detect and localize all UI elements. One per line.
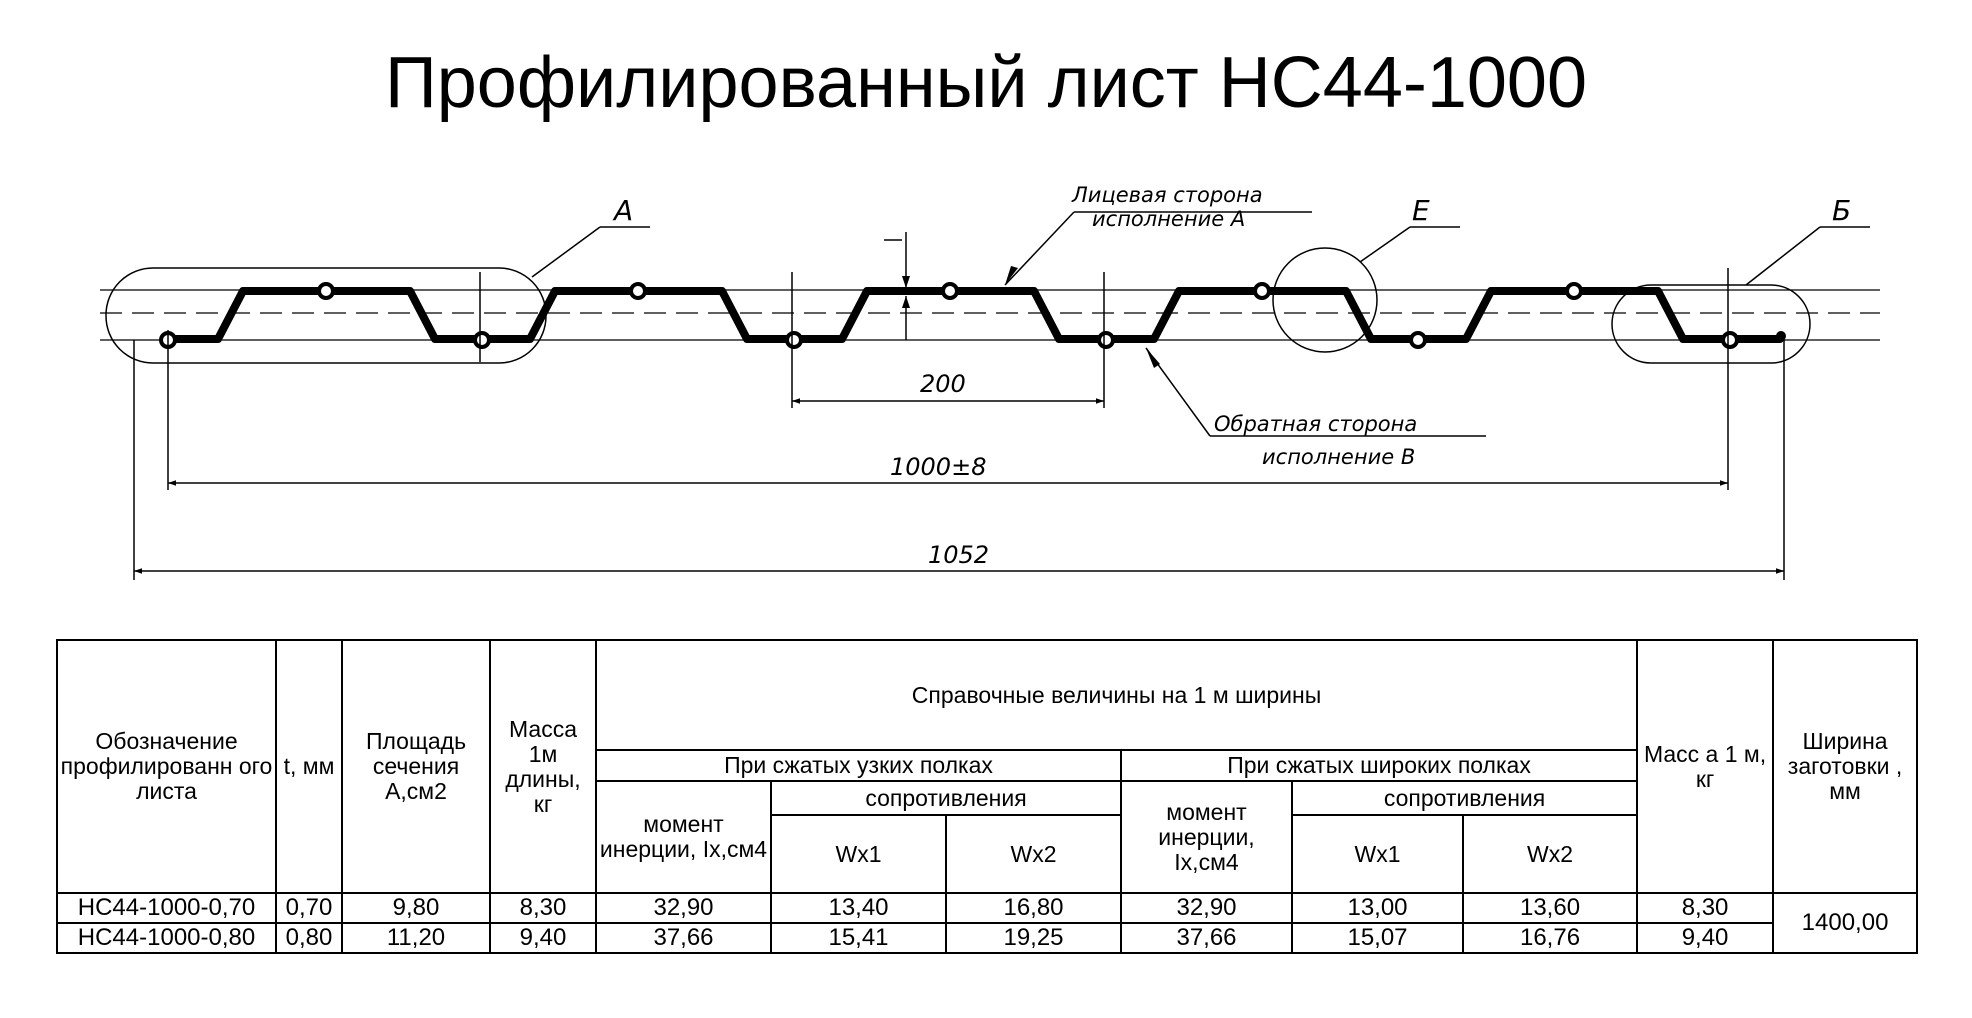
callout-b: Б [1832, 194, 1852, 227]
header-reference: Справочные величины на 1 м ширины [596, 640, 1637, 750]
header-wide-moment: момент инерции, Ix,см4 [1121, 781, 1292, 893]
page-title: Профилированный лист НС44-1000 [384, 43, 1588, 123]
back-side-label-1: Обратная сторона [1214, 412, 1418, 436]
dim-working-width: 1000±8 [890, 453, 987, 481]
face-side-arrow [1005, 266, 1018, 285]
header-blank-width: Ширина заготовки , мм [1773, 640, 1917, 893]
cell-thickness: 0,80 [276, 923, 342, 953]
spec-table [56, 639, 1918, 954]
cell-mass: 8,30 [490, 893, 596, 923]
cell-mass-m2: 9,40 [1637, 923, 1773, 953]
header-mass-length: Масса 1м длины, кг [490, 640, 596, 893]
cell-narrow-wx2: 16,80 [946, 893, 1121, 923]
header-area: Площадь сечения А,см2 [342, 640, 490, 893]
back-side-arrow [1146, 348, 1160, 368]
leaders [532, 212, 1870, 436]
cell-area: 9,80 [342, 893, 490, 923]
header-narrow-moment: момент инерции, Ix,см4 [596, 781, 771, 893]
cell-wide-ix: 37,66 [1121, 923, 1292, 953]
callout-e: Е [1412, 194, 1430, 227]
header-designation: Обозначение профилированн ого листа [57, 640, 276, 893]
cell-narrow-ix: 37,66 [596, 923, 771, 953]
cell-narrow-wx1: 15,41 [771, 923, 946, 953]
callout-a: А [614, 194, 634, 227]
header-narrow: При сжатых узких полках [596, 750, 1121, 781]
cell-mass-m2: 8,30 [1637, 893, 1773, 923]
cell-wide-wx2: 13,60 [1463, 893, 1637, 923]
cell-narrow-ix: 32,90 [596, 893, 771, 923]
header-wide-wx1: Wx1 [1292, 815, 1463, 893]
cell-area: 11,20 [342, 923, 490, 953]
profile-line [168, 291, 1780, 339]
cell-narrow-wx1: 13,40 [771, 893, 946, 923]
header-mass-m2: Масс а 1 м, кг [1637, 640, 1773, 893]
face-side-label-1: Лицевая сторона [1072, 183, 1263, 207]
cell-blank-width: 1400,00 [1773, 893, 1917, 953]
face-side-label-2: исполнение А [1092, 207, 1246, 231]
cell-wide-ix: 32,90 [1121, 893, 1292, 923]
header-wide-wx2: Wx2 [1463, 815, 1637, 893]
header-wide: При сжатых широких полках [1121, 750, 1637, 781]
header-wide-resistance: сопротивления [1292, 781, 1637, 815]
cell-wide-wx1: 15,07 [1292, 923, 1463, 953]
header-narrow-resistance: сопротивления [771, 781, 1121, 815]
sheet-end [1776, 331, 1786, 341]
dim-full-width: 1052 [928, 541, 990, 569]
back-side-label-2: исполнение В [1262, 445, 1416, 469]
cell-designation: НС44-1000-0,80 [57, 923, 276, 953]
header-narrow-wx2: Wx2 [946, 815, 1121, 893]
table-row [57, 923, 1917, 953]
cell-thickness: 0,70 [276, 893, 342, 923]
detail-outlines [106, 248, 1810, 363]
dim-pitch: 200 [920, 370, 966, 398]
cell-mass: 9,40 [490, 923, 596, 953]
cell-designation: НС44-1000-0,70 [57, 893, 276, 923]
table-row [57, 893, 1917, 923]
header-thickness: t, мм [276, 640, 342, 893]
extension-lines [134, 268, 1784, 580]
thickness-indicator [884, 232, 906, 340]
cell-wide-wx2: 16,76 [1463, 923, 1637, 953]
cell-wide-wx1: 13,00 [1292, 893, 1463, 923]
header-narrow-wx1: Wx1 [771, 815, 946, 893]
cell-narrow-wx2: 19,25 [946, 923, 1121, 953]
